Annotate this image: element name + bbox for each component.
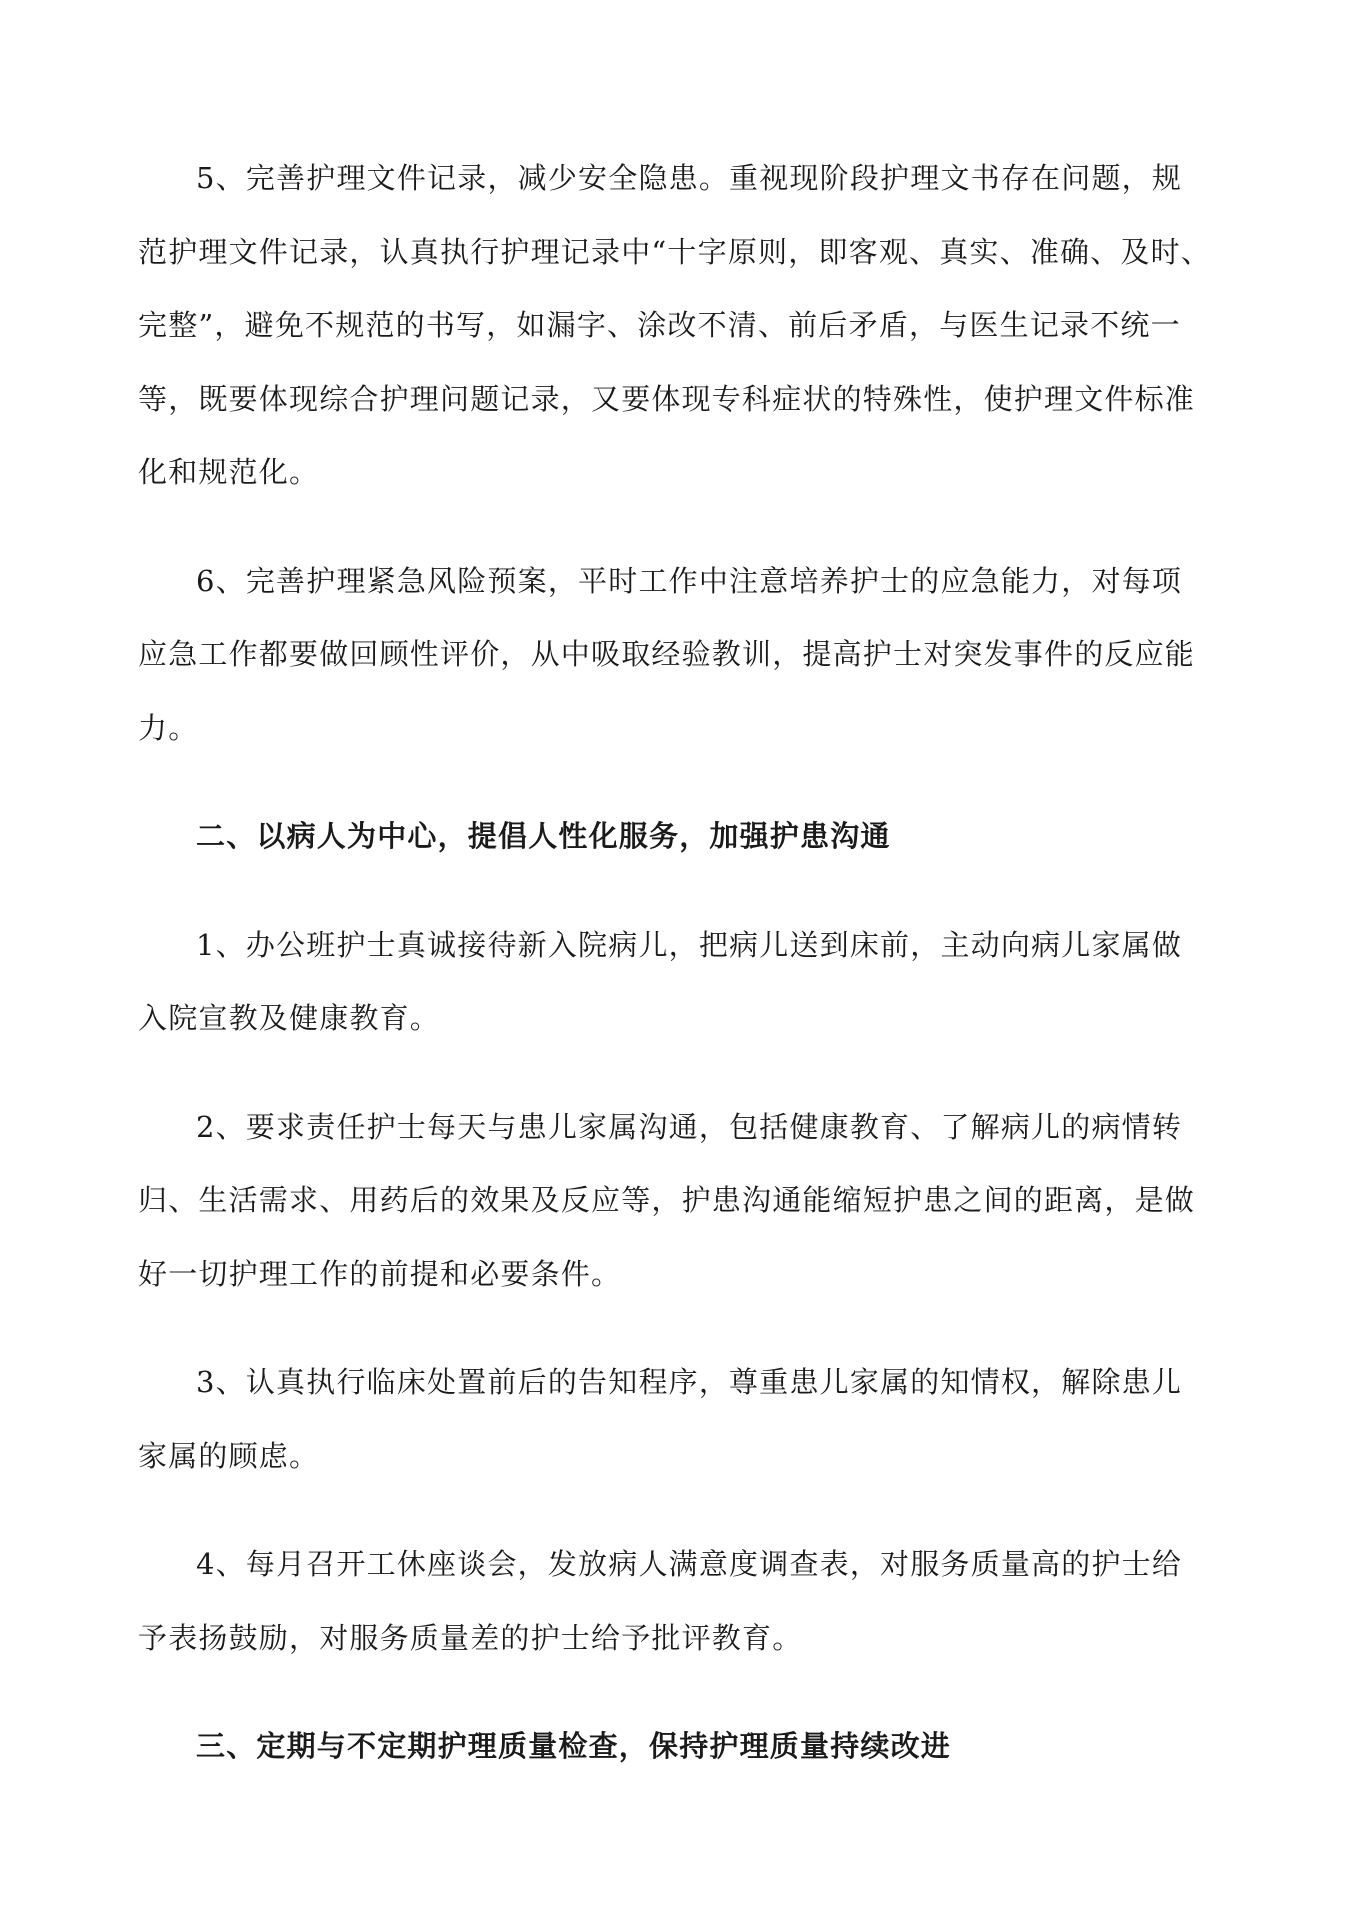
text-line: 5、完善护理文件记录，减少安全隐患。重视现阶段护理文书存在问题，规 bbox=[196, 161, 1183, 195]
text-line: 2、要求责任护士每天与患儿家属沟通，包括健康教育、了解病儿的病情转 bbox=[196, 1109, 1183, 1144]
heading-text: 三、定期与不定期护理质量检查，保持护理质量持续改进 bbox=[196, 1729, 952, 1763]
text-line: 1、办公班护士真诚接待新入院病儿，把病儿送到床前，主动向病儿家属做 bbox=[196, 927, 1183, 962]
text-line: 化和规范化。 bbox=[138, 455, 320, 489]
text-line: 3、认真执行临床处置前后的告知程序，尊重患儿家属的知情权，解除患儿 bbox=[196, 1365, 1183, 1399]
text-line: 好一切护理工作的前提和必要条件。 bbox=[138, 1256, 622, 1291]
text-line: 等，既要体现综合护理问题记录，又要体现专科症状的特殊性，使护理文件标准 bbox=[138, 381, 1196, 416]
text-line: 范护理文件记录，认真执行护理记录中“十字原则，即客观、真实、准确、及时、 bbox=[138, 234, 1212, 269]
text-line: 4、每月召开工休座谈会，发放病人满意度调查表，对服务质量高的护士给 bbox=[196, 1547, 1183, 1581]
text-line: 完整”，避免不规范的书写，如漏字、涂改不清、前后矛盾，与医生记录不统一 bbox=[138, 308, 1181, 342]
text-line: 予表扬鼓励，对服务质量差的护士给予批评教育。 bbox=[138, 1620, 803, 1655]
section-heading-2 bbox=[196, 800, 1259, 874]
paragraph-2-3 bbox=[138, 1346, 1259, 1493]
text-line: 归、生活需求、用药后的效果及反应等，护患沟通能缩短护患之间的距离，是做 bbox=[138, 1183, 1196, 1217]
paragraph-2-4 bbox=[138, 1528, 1259, 1675]
paragraph-2-2 bbox=[138, 1091, 1259, 1312]
text-line: 应急工作都要做回顾性评价，从中吸取经验教训，提高护士对突发事件的反应能 bbox=[138, 637, 1196, 671]
paragraph-5 bbox=[138, 142, 1259, 510]
section-heading-3 bbox=[196, 1710, 1259, 1784]
paragraph-6 bbox=[138, 545, 1259, 766]
text-line: 力。 bbox=[138, 710, 199, 745]
text-line: 6、完善护理紧急风险预案，平时工作中注意培养护士的应急能力，对每项 bbox=[196, 563, 1183, 598]
heading-text: 二、以病人为中心，提倡人性化服务，加强护患沟通 bbox=[196, 819, 891, 853]
text-line: 入院宣教及健康教育。 bbox=[138, 1001, 441, 1035]
text-line: 家属的顾虑。 bbox=[138, 1438, 320, 1473]
paragraph-2-1 bbox=[138, 909, 1259, 1056]
